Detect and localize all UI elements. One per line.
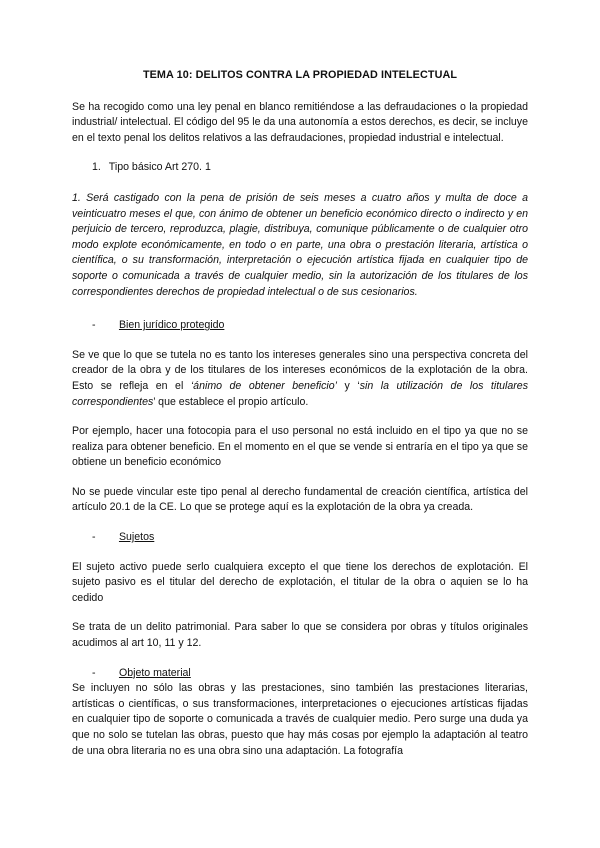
sujetos-paragraph-1: El sujeto activo puede serlo cualquiera excepto el que tiene los derechos de explotación. El sujeto pasivo es el titular del derecho de explotación, el titular de la obra o aquien se lo ha cedido	[72, 560, 528, 604]
bien-paragraph-1	[72, 348, 528, 410]
section-label: Tipo básico Art 270. 1	[108, 161, 211, 174]
heading-label: Bien jurídico protegido	[118, 319, 225, 332]
objeto-paragraph-1: Se incluyen no sólo las obras y las prestaciones, sino también las prestaciones literarias, artísticas o científicas, o sus transformaciones, interpretaciones o ejecuciones artísticas fijadas en cualquier tipo de soporte o comunicada a través de cualquier medio. Pero surge una duda ya que no solo se tutelan las obras, puesto que hay más cosas por ejemplo la adaptación al teatro de una obra literaria no es una obra sino una adaptación. La fotografía	[72, 682, 528, 757]
bien-paragraph-2: Por ejemplo, hacer una fotocopia para el uso personal no está incluido en el tipo ya que no se realiza para obtener beneficio. En el momento en el que se vende si entraría en el tipo ya que se obtiene un beneficio económico	[72, 425, 528, 469]
document-page	[72, 68, 528, 773]
heading-objeto-material	[72, 666, 528, 682]
bien-paragraph-3: No se puede vincular este tipo penal al derecho fundamental de creación científica, artística del artículo 20.1 de la CE. Lo que se protege aquí es la explotación de la obra ya creada.	[72, 485, 528, 514]
heading-dash: -	[92, 531, 96, 544]
heading-sujetos	[72, 530, 528, 546]
heading-dash: -	[92, 666, 96, 679]
intro-paragraph: Se ha recogido como una ley penal en blanco remitiéndose a las defraudaciones o la propiedad industrial/ intelectual. El código del 95 le da una autonomía a estos derechos, es decir, se incluye en el texto penal los delitos relativos a las defraudaciones, propiedad industrial e intelectual.	[72, 100, 528, 144]
document-title: TEMA 10: DELITOS CONTRA LA PROPIEDAD INTELECTUAL	[142, 69, 458, 81]
section-number: 1.	[92, 161, 101, 174]
italic-span: ‘ánimo de obtener beneficio’	[190, 379, 338, 392]
text-span: Se ve que lo que se tutela no es tanto los intereses generales sino una perspectiva concreta del creador de la obra y de los titulares de los intereses económicos de la explotación de la obra. Esto se refleja en el	[72, 348, 528, 392]
heading-label: Sujetos	[118, 531, 155, 544]
text-span: ’ que establece el propio artículo.	[153, 395, 309, 408]
heading-label: Objeto material	[118, 666, 191, 679]
section-tipo-basico	[72, 160, 528, 176]
sujetos-paragraph-2: Se trata de un delito patrimonial. Para saber lo que se considera por obras y títulos originales acudimos al art 10, 11 y 12.	[72, 621, 528, 650]
text-span: y ‘	[337, 379, 360, 392]
heading-bien-juridico	[72, 318, 528, 334]
italic-span: sin la utilización de los titulares correspondientes	[72, 379, 528, 408]
heading-dash: -	[92, 319, 96, 332]
article-quote: 1. Será castigado con la pena de prisión de seis meses a cuatro años y multa de doce a veinticuatro meses el que, con ánimo de obtener un beneficio económico directo o indirecto y en perjuicio de tercero, reproduzca, plagie, distribuya, comunique públicamente o de cualquier otro modo explote económicamente, en todo o en parte, una obra o prestación literaria, artística o científica, o su transformación, interpretación o ejecución artística fijada en cualquier tipo de soporte o comunicada a través de cualquier medio, sin la autorización de los titulares de los correspondientes derechos de propiedad intelectual o de sus cesionarios.	[72, 191, 528, 298]
